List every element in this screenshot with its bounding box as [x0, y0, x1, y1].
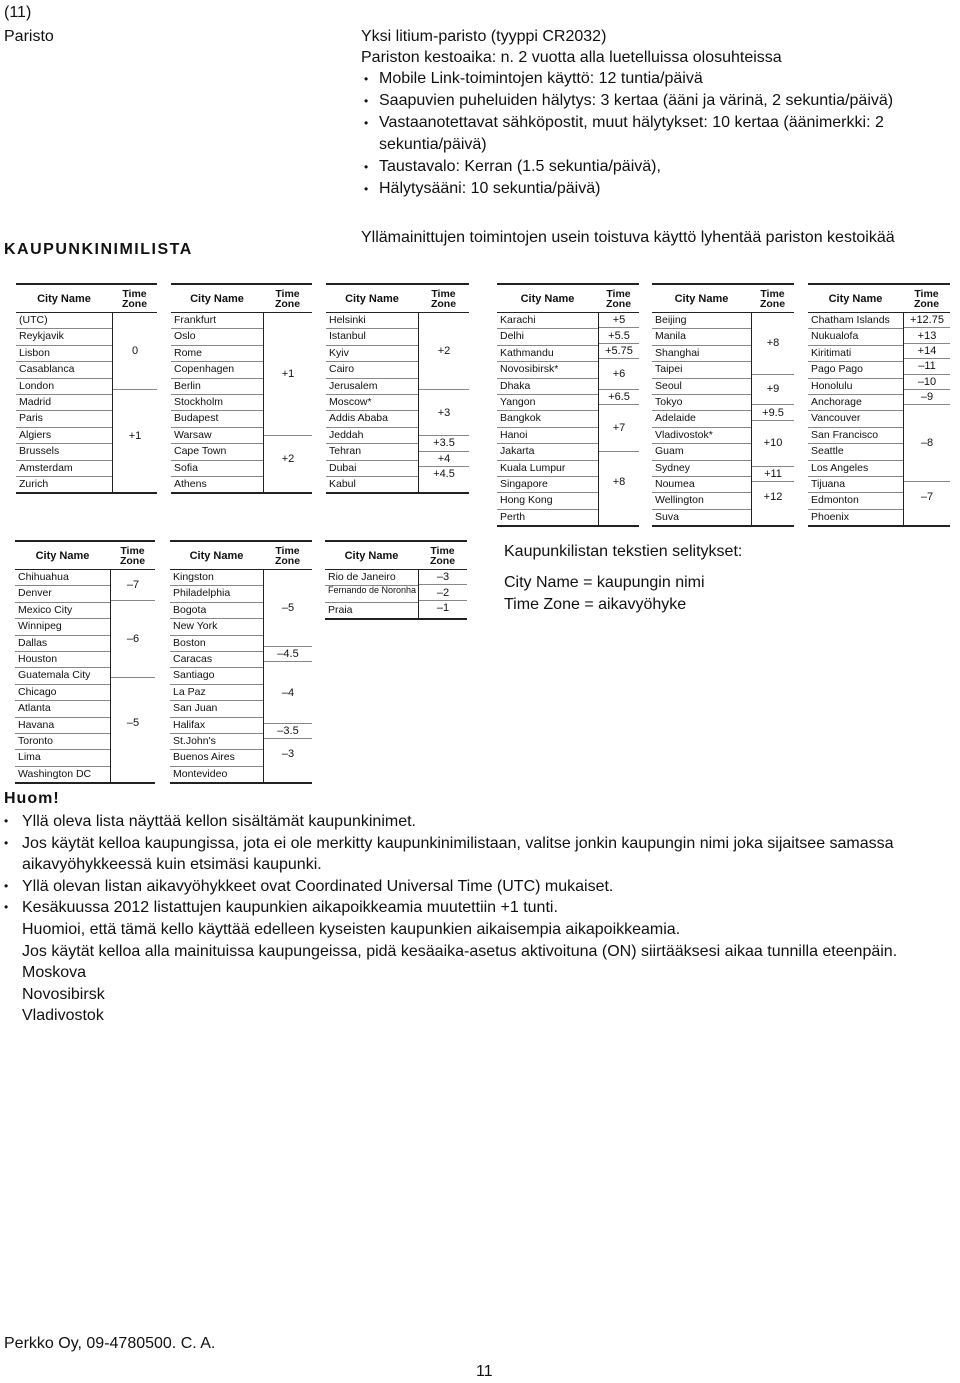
battery-condition-item: • Hälytysääni: 10 sekuntia/päivä): [361, 178, 960, 200]
time-zone-cell: 0: [113, 313, 157, 390]
time-zone-header: Time Zone: [119, 544, 146, 567]
page-reference: (11): [4, 4, 32, 21]
table-header: [15, 540, 155, 569]
city-row: Dhaka: [497, 379, 598, 395]
city-row: Jakarta: [497, 444, 598, 460]
time-zone-cell: –4.5: [264, 647, 312, 662]
time-zone-header: Time Zone: [605, 287, 632, 310]
battery-label: Paristo: [4, 28, 54, 45]
time-zone-cell: +5.5: [599, 328, 639, 343]
city-row: Manila: [652, 329, 751, 345]
table-header: [171, 283, 312, 312]
time-zone-cell: –5: [264, 570, 312, 647]
time-zone-header: Time Zone: [430, 287, 457, 310]
city-row: London: [16, 379, 112, 395]
city-row: Kiritimati: [808, 346, 903, 362]
city-name-header: City Name: [325, 542, 418, 569]
note-item: • Jos käytät kelloa kaupungissa, jota ei ole merkitty kaupunkinimilistaan, valitse jonkin kaupungin nimi joka sijaitsee samassa aikavyöhykkeessä kuin etsimäsi kaupunki.: [0, 833, 912, 876]
battery-condition-item: • Taustavalo: Kerran (1.5 sekuntia/päivä),: [361, 156, 960, 178]
city-row: Seattle: [808, 444, 903, 460]
city-table: [808, 283, 950, 527]
city-row: Kathmandu: [497, 346, 598, 362]
city-row: Denver: [15, 586, 110, 602]
city-row: Berlin: [171, 379, 263, 395]
note-extra-line: Jos käytät kelloa alla mainituissa kaupungeissa, pidä kesäaika-asetus aktivoituna (ON) siirtääksesi aikaa tunnilla eteenpäin.: [22, 942, 898, 960]
city-table: [326, 283, 469, 494]
city-row: Houston: [15, 652, 110, 668]
city-row: Tokyo: [652, 395, 751, 411]
city-row: Addis Ababa: [326, 411, 418, 427]
time-zone-cell: –10: [904, 375, 950, 390]
city-row: Frankfurt: [171, 313, 263, 329]
time-zone-header: Time Zone: [121, 287, 148, 310]
battery-type: Yksi litium-paristo (tyyppi CR2032): [361, 28, 607, 45]
city-table: [15, 540, 155, 784]
time-zone-cell: +4: [419, 452, 469, 467]
city-row: Halifax: [170, 718, 263, 734]
city-row: Fernando de Noronha: [325, 586, 418, 602]
time-zone-cell: +2: [419, 313, 469, 390]
time-zone-cell: –3.5: [264, 724, 312, 739]
city-row: Novosibirsk*: [497, 362, 598, 378]
table-header: [326, 283, 469, 312]
time-zone-header: Time Zone: [759, 287, 786, 310]
battery-footer-note: Yllämainittujen toimintojen usein toistuva käyttö lyhentää pariston kestoikää: [361, 229, 895, 246]
table-header: [497, 283, 639, 312]
city-row: Jeddah: [326, 428, 418, 444]
city-row: Vancouver: [808, 411, 903, 427]
city-table: [325, 540, 467, 620]
city-row: Caracas: [170, 652, 263, 668]
note-extra-line: Novosibirsk: [22, 985, 105, 1003]
city-table: [497, 283, 639, 527]
city-row: San Francisco: [808, 428, 903, 444]
city-row: Noumea: [652, 477, 751, 493]
city-row: Dubai: [326, 461, 418, 477]
city-row: Toronto: [15, 734, 110, 750]
city-row: Athens: [174, 477, 207, 490]
city-row: Kyiv: [326, 346, 418, 362]
city-row: Santiago: [170, 668, 263, 684]
time-zone-cell: –7: [920, 491, 934, 504]
note-extra-line: Huomioi, että tämä kello käyttää edelleen kyseisten kaupunkien aikaisempia aikapoikkeamia.: [22, 921, 681, 938]
time-zone-cell: +14: [904, 344, 950, 359]
time-zone-cell: –11: [904, 359, 950, 374]
city-row: Atlanta: [15, 701, 110, 717]
city-row: Lima: [15, 750, 110, 766]
time-zone-cell: +9: [752, 375, 794, 406]
time-zone-cell: +1: [264, 313, 312, 436]
city-row: Tehran: [326, 444, 418, 460]
footer-page-number: 11: [476, 1363, 493, 1380]
city-row: San Juan: [170, 701, 263, 717]
city-row: Rome: [171, 346, 263, 362]
time-zone-header: Time Zone: [429, 544, 456, 567]
table-header: [16, 283, 157, 312]
time-zone-cell: –3: [419, 570, 467, 585]
battery-condition-item: • Mobile Link-toimintojen käyttö: 12 tuntia/päivä: [361, 68, 960, 90]
city-row: Cairo: [326, 362, 418, 378]
city-row: Kingston: [170, 570, 263, 586]
city-row: Guam: [652, 444, 751, 460]
time-zone-cell: +12.75: [904, 313, 950, 328]
city-row: Zurich: [19, 477, 49, 490]
city-row: Sydney: [652, 461, 751, 477]
city-row: Boston: [170, 636, 263, 652]
city-row: Oslo: [171, 329, 263, 345]
time-zone-cell: –5: [126, 717, 140, 730]
city-row: Dallas: [15, 636, 110, 652]
time-zone-header: Time Zone: [913, 287, 940, 310]
legend-title: Kaupunkilistan tekstien selitykset:: [504, 543, 743, 560]
legend-time-zone: Time Zone = aikavyöhyke: [504, 596, 687, 613]
city-table: [171, 283, 312, 494]
city-row: Pago Pago: [808, 362, 903, 378]
city-row: Nukualofa: [808, 329, 903, 345]
city-name-header: City Name: [497, 285, 598, 312]
city-row: Suva: [655, 510, 679, 523]
city-row: Hanoi: [497, 428, 598, 444]
table-header: [325, 540, 467, 569]
city-row: Perth: [500, 510, 526, 523]
city-row: Adelaide: [652, 411, 751, 427]
city-row: Shanghai: [652, 346, 751, 362]
city-row: Edmonton: [808, 493, 903, 509]
time-zone-cell: –4: [264, 662, 312, 724]
city-row: Anchorage: [808, 395, 903, 411]
city-row: Brussels: [16, 444, 112, 460]
time-zone-cell: –3: [281, 748, 295, 761]
city-row: Phoenix: [811, 510, 849, 523]
time-zone-cell: –6: [111, 601, 155, 678]
battery-condition-item: • Vastaanotettavat sähköpostit, muut hälytykset: 10 kertaa (äänimerkki: 2 sekuntia/päivä): [361, 112, 949, 156]
time-zone-cell: +2: [281, 452, 295, 465]
city-row: Karachi: [497, 313, 598, 329]
time-zone-cell: +5: [599, 313, 639, 328]
city-name-header: City Name: [652, 285, 751, 312]
city-row: (UTC): [16, 313, 112, 329]
legend-city-name: City Name = kaupungin nimi: [504, 574, 705, 591]
city-row: Guatemala City: [15, 668, 110, 684]
table-header: [170, 540, 312, 569]
city-row: Reykjavik: [16, 329, 112, 345]
city-row: Algiers: [16, 428, 112, 444]
time-zone-cell: +3: [419, 390, 469, 436]
city-row: Paris: [16, 411, 112, 427]
time-zone-cell: +5.75: [599, 344, 639, 359]
time-zone-cell: +3.5: [419, 436, 469, 451]
city-row: Mexico City: [15, 603, 110, 619]
battery-condition-item: • Saapuvien puheluiden hälytys: 3 kertaa (ääni ja värinä, 2 sekuntia/päivä): [361, 90, 960, 112]
time-zone-cell: +4.5: [433, 468, 455, 481]
battery-conditions-list: [361, 68, 960, 200]
time-zone-cell: +1: [128, 429, 142, 442]
note-item: • Yllä oleva lista näyttää kellon sisältämät kaupunkinimet.: [0, 811, 960, 833]
city-row: Madrid: [16, 395, 112, 411]
city-row: Tijuana: [808, 477, 903, 493]
city-row: Helsinki: [326, 313, 418, 329]
note-item: • Yllä olevan listan aikavyöhykkeet ovat Coordinated Universal Time (UTC) mukaiset.: [0, 876, 960, 898]
city-row: Montevideo: [173, 767, 228, 780]
city-row: Moscow*: [326, 395, 418, 411]
time-zone-cell: +12: [763, 491, 783, 504]
city-row: Singapore: [497, 477, 598, 493]
city-name-header: City Name: [171, 285, 263, 312]
city-row: Delhi: [497, 329, 598, 345]
city-table: [16, 283, 157, 494]
city-row: Istanbul: [326, 329, 418, 345]
city-row: Copenhagen: [171, 362, 263, 378]
notes-title: Huom!: [4, 790, 60, 807]
city-row: Amsterdam: [16, 461, 112, 477]
city-row: Los Angeles: [808, 461, 903, 477]
notes-extra: [22, 919, 942, 1027]
city-row: Chatham Islands: [808, 313, 903, 329]
city-row: Chicago: [15, 685, 110, 701]
city-row: New York: [170, 619, 263, 635]
city-row: Warsaw: [171, 428, 263, 444]
city-name-header: City Name: [16, 285, 112, 312]
time-zone-cell: –7: [111, 570, 155, 601]
battery-life: Pariston kestoaika: n. 2 vuotta alla luetelluissa olosuhteissa: [361, 49, 782, 66]
city-row: Budapest: [171, 411, 263, 427]
city-row: Honolulu: [808, 379, 903, 395]
city-row: Kuala Lumpur: [497, 461, 598, 477]
city-row: St.John's: [170, 734, 263, 750]
city-name-header: City Name: [170, 542, 263, 569]
city-row: Philadelphia: [170, 586, 263, 602]
note-item: • Kesäkuussa 2012 listattujen kaupunkien aikapoikkeamia muutettiin +1 tunti.: [0, 897, 960, 919]
city-row: Washington DC: [18, 767, 92, 780]
time-zone-cell: +8: [612, 475, 626, 488]
city-row: Kabul: [329, 477, 356, 490]
time-zone-cell: –1: [436, 601, 450, 614]
time-zone-cell: +9.5: [752, 405, 794, 420]
time-zone-cell: +7: [599, 405, 639, 451]
city-row: Sofia: [171, 461, 263, 477]
time-zone-cell: –8: [904, 405, 950, 482]
city-row: Hong Kong: [497, 493, 598, 509]
time-zone-cell: +13: [904, 328, 950, 343]
table-header: [652, 283, 794, 312]
time-zone-cell: +11: [752, 467, 794, 482]
city-row: Yangon: [497, 395, 598, 411]
city-row: Lisbon: [16, 346, 112, 362]
city-row: Bogota: [170, 603, 263, 619]
time-zone-cell: +6.5: [599, 390, 639, 405]
city-row: Wellington: [652, 493, 751, 509]
time-zone-cell: –9: [904, 390, 950, 405]
city-row: Jerusalem: [326, 379, 418, 395]
notes-list: [0, 811, 960, 919]
city-row: Cape Town: [171, 444, 263, 460]
table-header: [808, 283, 950, 312]
city-row: Bangkok: [497, 411, 598, 427]
time-zone-cell: –2: [419, 585, 467, 600]
city-row: Buenos Aires: [170, 750, 263, 766]
city-row: La Paz: [170, 685, 263, 701]
footer-company: Perkko Oy, 09-4780500. C. A.: [4, 1335, 216, 1352]
time-zone-cell: +6: [599, 359, 639, 390]
city-row: Seoul: [652, 379, 751, 395]
city-row: Winnipeg: [15, 619, 110, 635]
time-zone-cell: +8: [752, 313, 794, 375]
city-name-header: City Name: [808, 285, 903, 312]
city-row: Havana: [15, 718, 110, 734]
city-name-header: City Name: [326, 285, 418, 312]
city-list-title: KAUPUNKINIMILISTA: [4, 241, 193, 258]
note-extra-line: Moskova: [22, 964, 87, 981]
city-row: Taipei: [652, 362, 751, 378]
city-row: Beijing: [652, 313, 751, 329]
city-row: Rio de Janeiro: [325, 570, 418, 586]
city-row: Stockholm: [171, 395, 263, 411]
time-zone-header: Time Zone: [274, 544, 301, 567]
city-row: Praia: [328, 603, 353, 616]
time-zone-header: Time Zone: [274, 287, 301, 310]
note-extra-line: Vladivostok: [22, 1007, 104, 1024]
city-name-header: City Name: [15, 542, 110, 569]
city-row: Casablanca: [16, 362, 112, 378]
city-table: [652, 283, 794, 527]
city-row: Vladivostok*: [652, 428, 751, 444]
city-table: [170, 540, 312, 784]
time-zone-cell: +10: [752, 421, 794, 467]
city-row: Chihuahua: [15, 570, 110, 586]
